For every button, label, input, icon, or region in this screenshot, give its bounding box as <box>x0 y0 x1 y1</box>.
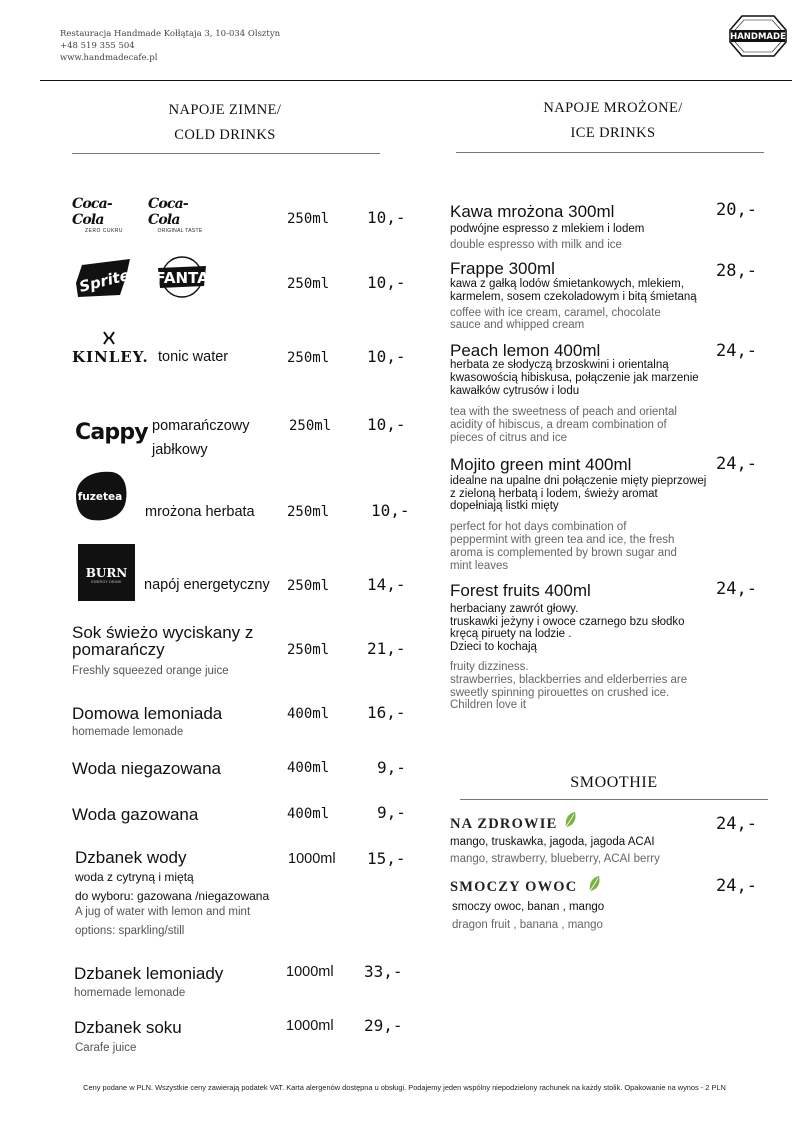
logo-text: HANDMADE <box>730 32 786 42</box>
mojito-desc-en-1: perfect for hot days combination of <box>450 521 627 533</box>
mojito-price: 24,- <box>716 454 757 474</box>
cold-drinks-rule <box>72 153 380 154</box>
na-zdrowie-desc-pl: mango, truskawka, jagoda, jagoda ACAI <box>450 836 655 848</box>
cappy-logo: Cappy <box>75 420 148 445</box>
address-line: Restauracja Handmade Kołłątaja 3, 10-034 Olsztyn <box>60 29 281 39</box>
peach-lemon-desc-pl-3: kawałków cytrusów i lodu <box>450 385 580 397</box>
forest-fruits-desc-pl-1: herbaciany zawrót głowy. <box>450 603 579 615</box>
water-jug-price: 15,- <box>367 849 406 868</box>
sprite-logo <box>74 255 134 299</box>
na-zdrowie-price: 24,- <box>716 814 757 834</box>
handmade-logo <box>728 14 788 58</box>
kinley-item-name: tonic water <box>158 349 229 365</box>
mojito-desc-pl-2: z zieloną herbatą i lodem, świeży aromat <box>450 488 658 500</box>
water-jug-options-en: options: sparkling/still <box>75 925 185 937</box>
orange-juice-capacity: 250ml <box>287 642 330 658</box>
cappy-flavor-orange: pomarańczowy <box>152 418 250 434</box>
juice-jug-name: Dzbanek soku <box>74 1018 182 1037</box>
lemonade-price: 16,- <box>367 703 406 722</box>
burn-price: 14,- <box>367 575 406 594</box>
forest-fruits-price: 24,- <box>716 579 757 599</box>
smoothie-title: SMOOTHIE <box>570 774 658 791</box>
orange-juice-name-cont: pomarańczy <box>72 640 165 659</box>
juice-jug-price: 29,- <box>364 1016 403 1035</box>
coca-cola-zero-logo: Coca-Cola ZERO CUKRU <box>72 196 124 234</box>
mojito-desc-en-4: mint leaves <box>450 560 509 572</box>
smoczy-owoc-desc-en: dragon fruit , banana , mango <box>452 919 603 931</box>
restaurant-address <box>60 28 280 64</box>
still-water-price: 9,- <box>377 758 406 777</box>
kinley-logo: KINLEY. <box>72 348 149 366</box>
coca-cola-original-logo: Coca-Cola ORIGINAL TASTE <box>148 196 203 234</box>
footer-note: Ceny podane w PLN. Wszystkie ceny zawierają podatek VAT. Karta alergenów dostępna u obsługi. Podajemy jeden wspólny niepodzielony rachunek na każdy stolik. Opakowanie na wynos - 2 PLN <box>83 1083 726 1092</box>
lemonade-jug-capacity: 1000ml <box>286 964 334 980</box>
burn-item-name: napój energetyczny <box>144 577 270 593</box>
forest-fruits-name: Forest fruits 400ml <box>450 581 591 600</box>
burn-logo: BURN ENERGY DRINK <box>78 544 135 601</box>
water-jug-desc-en: A jug of water with lemon and mint <box>75 906 251 918</box>
leaf-icon <box>564 811 578 829</box>
mojito-desc-en-2: peppermint with green tea and ice, the fresh <box>450 534 675 546</box>
header-divider <box>40 80 792 81</box>
smoczy-owoc-price: 24,- <box>716 876 757 896</box>
mojito-desc-pl-3: dopełniają listki mięty <box>450 500 559 512</box>
water-jug-capacity: 1000ml <box>288 851 336 867</box>
iced-coffee-name: Kawa mrożona 300ml <box>450 202 615 221</box>
lemonade-jug-name: Dzbanek lemoniady <box>74 964 224 983</box>
forest-fruits-desc-en-3: sweetly spinning pirouettes on crushed ice. <box>450 687 670 699</box>
sparkling-water-name: Woda gazowana <box>72 805 199 824</box>
frappe-name: Frappe 300ml <box>450 259 555 278</box>
svg-text:Sprite: Sprite <box>77 265 132 296</box>
still-water-name: Woda niegazowana <box>72 759 222 778</box>
kinley-emblem-icon <box>102 331 116 345</box>
website-url: www.handmadecafe.pl <box>60 53 158 63</box>
peach-lemon-price: 24,- <box>716 341 757 361</box>
kinley-price: 10,- <box>367 347 406 366</box>
mojito-desc-pl-1: idealne na upalne dni połączenie mięty pieprzowej <box>450 475 707 487</box>
forest-fruits-desc-en-2: strawberries, blackberries and elderberries are <box>450 674 688 686</box>
smoczy-owoc-name: SMOCZY OWOC <box>450 879 578 895</box>
coca-cola-capacity: 250ml <box>287 211 330 227</box>
smoczy-owoc-desc-pl: smoczy owoc, banan , mango <box>452 901 605 913</box>
coca-cola-price: 10,- <box>367 208 406 227</box>
smoothie-rule <box>460 799 768 800</box>
cappy-price: 10,- <box>367 415 406 434</box>
juice-jug-desc: Carafe juice <box>75 1042 137 1054</box>
fuzetea-price: 10,- <box>371 501 410 520</box>
lemonade-jug-desc: homemade lemonade <box>74 987 186 999</box>
ice-drinks-rule <box>456 152 764 153</box>
lemonade-jug-price: 33,- <box>364 962 403 981</box>
iced-coffee-desc-en: double espresso with milk and ice <box>450 239 622 251</box>
cappy-flavor-apple: jabłkowy <box>152 442 208 458</box>
sprite-fanta-price: 10,- <box>367 273 406 292</box>
orange-juice-price: 21,- <box>367 639 406 658</box>
fuzetea-item-name: mrożona herbata <box>145 504 255 520</box>
cappy-capacity: 250ml <box>289 418 332 434</box>
frappe-desc-en-1: coffee with ice cream, caramel, chocolate <box>450 307 661 319</box>
burn-capacity: 250ml <box>287 578 330 594</box>
phone-number: +48 519 355 504 <box>60 41 135 51</box>
sparkling-water-price: 9,- <box>377 803 406 822</box>
forest-fruits-desc-en-1: fruity dizziness. <box>450 661 529 673</box>
svg-text:FANTA: FANTA <box>155 269 209 287</box>
na-zdrowie-desc-en: mango, strawberry, blueberry, ACAI berry <box>450 853 660 865</box>
frappe-desc-pl-2: karmelem, sosem czekoladowym i bitą śmietaną <box>450 291 697 303</box>
frappe-price: 28,- <box>716 261 757 281</box>
frappe-desc-en-2: sauce and whipped cream <box>450 319 585 331</box>
sparkling-water-capacity: 400ml <box>287 806 330 822</box>
mojito-desc-en-3: aroma is complemented by brown sugar and <box>450 547 677 559</box>
forest-fruits-desc-pl-2: truskawki jeżyny i owoce czarnego bzu słodko <box>450 616 685 628</box>
juice-jug-capacity: 1000ml <box>286 1018 334 1034</box>
kinley-capacity: 250ml <box>287 350 330 366</box>
cold-drinks-title: NAPOJE ZIMNE/ COLD DRINKS <box>168 102 282 143</box>
lemonade-name: Domowa lemoniada <box>72 704 223 723</box>
fanta-logo <box>152 254 212 300</box>
forest-fruits-desc-pl-4: Dzieci to kochają <box>450 641 537 653</box>
peach-lemon-name: Peach lemon 400ml <box>450 341 601 360</box>
frappe-desc-pl-1: kawa z gałką lodów śmietankowych, mlekiem, <box>450 278 684 290</box>
leaf-icon <box>588 875 602 893</box>
na-zdrowie-name: NA ZDROWIE <box>450 816 558 832</box>
lemonade-capacity: 400ml <box>287 706 330 722</box>
mojito-name: Mojito green mint 400ml <box>450 455 632 474</box>
water-jug-desc-pl: woda z cytryną i miętą <box>75 870 194 884</box>
water-jug-options-pl: do wyboru: gazowana /niegazowana <box>75 889 270 903</box>
orange-juice-desc: Freshly squeezed orange juice <box>72 665 229 677</box>
still-water-capacity: 400ml <box>287 760 330 776</box>
peach-lemon-desc-en-2: acidity of hibiscus, a dream combination of <box>450 419 667 431</box>
fuzetea-logo <box>72 470 128 522</box>
orange-juice-name: Sok świeżo wyciskany z <box>72 623 254 642</box>
iced-coffee-desc-pl: podwójne espresso z mlekiem i lodem <box>450 223 645 235</box>
svg-text:fuzetea: fuzetea <box>77 491 123 503</box>
iced-coffee-price: 20,- <box>716 200 757 220</box>
ice-drinks-title: NAPOJE MROŻONE/ ICE DRINKS <box>543 100 683 141</box>
water-jug-name: Dzbanek wody <box>75 848 187 867</box>
peach-lemon-desc-pl-2: kwasowością hibiskusa, połączenie jak marzenie <box>450 372 699 384</box>
peach-lemon-desc-en-3: pieces of citrus and ice <box>450 432 567 444</box>
forest-fruits-desc-en-4: Children love it <box>450 699 527 711</box>
forest-fruits-desc-pl-3: kręcą piruety na lodzie . <box>450 628 572 640</box>
sprite-fanta-capacity: 250ml <box>287 276 330 292</box>
lemonade-desc: homemade lemonade <box>72 726 184 738</box>
peach-lemon-desc-en-1: tea with the sweetness of peach and oriental <box>450 406 677 418</box>
peach-lemon-desc-pl-1: herbata ze słodyczą brzoskwini i orientalną <box>450 359 669 371</box>
fuzetea-capacity: 250ml <box>287 504 330 520</box>
